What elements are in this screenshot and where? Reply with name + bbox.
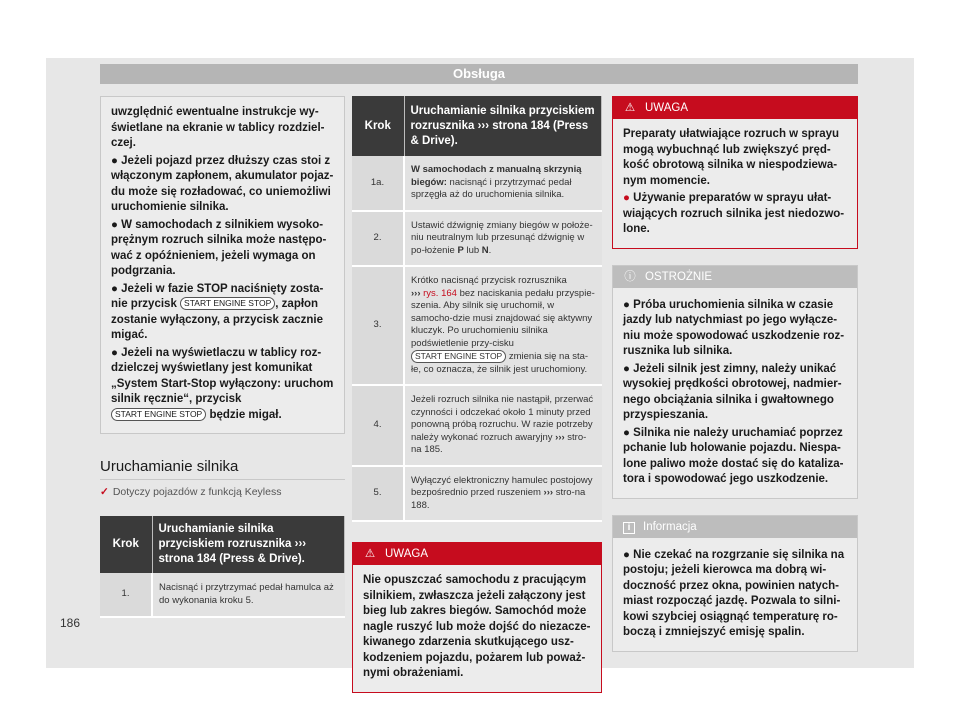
warning-text: Nie opuszczać samochodu z pracującym silnikiem, zwłaszcza jeżeli załączony jest bieg lub zakres biegów. Samochód może nagle ruszyć lub może dojść do niezacze-kiwanego zdarzenia skutkującego usz-kodzeniem pojazdu, pożarem lub poważ-nymi obrażeniami.	[363, 574, 591, 680]
start-engine-stop-button-label: START ENGINE STOP	[111, 408, 206, 421]
table-header-row	[352, 96, 602, 156]
warning-header	[353, 543, 601, 565]
note-text: uwzględnić ewentualne instrukcje wy-świetlane na ekranie w tablicy rozdziel-czej.	[111, 106, 325, 149]
step-number: 4.	[352, 385, 404, 466]
bullet-icon: ●	[111, 218, 118, 231]
table-row	[352, 385, 602, 466]
step-text-part: bez naciskania pedału przyspie-szenia. Aby silnik się uruchomił, w samocho-dzie musi znajdować się aktywny kluczyk. Po uruchomieniu silnika podświetlenie przy-cisku	[411, 287, 595, 349]
caution-box	[612, 265, 858, 499]
warning-title: UWAGA	[385, 548, 429, 561]
step-text-part: .	[488, 244, 492, 256]
check-icon: ✓	[100, 486, 109, 498]
table-header-row	[100, 516, 345, 573]
step-text-part: zmienia się na sta-łe, co oznacza, że silnik jest uruchomiony.	[411, 351, 589, 375]
table-header-title: Uruchamianie silnika przyciskiem rozrusznika ››› strona 184 (Press & Drive).	[404, 96, 602, 156]
start-engine-stop-button-label: START ENGINE STOP	[411, 350, 506, 363]
caution-bullet-3-text: Silnika nie należy uruchamiać poprzez pchanie lub holowanie pojazdu. Niespa-lone paliwo może dostać się do kataliza-tora i spowodować jego uszkodzenie.	[623, 426, 844, 485]
steps-table-left	[100, 516, 345, 618]
warning-icon: ⚠	[364, 548, 376, 561]
figure-reference-link[interactable]: rys. 164	[423, 287, 457, 299]
table-row	[352, 211, 602, 267]
bullet-icon: ●	[111, 154, 118, 167]
warning-body	[613, 119, 857, 248]
warning-header	[613, 97, 857, 119]
warning-icon: ⚠	[624, 102, 636, 114]
note-bullet-4-text: Jeżeli na wyświetlaczu w tablicy roz-dzielczej wyświetlany jest komunikat „System Start-Stop wyłączony: uruchom silnik ręcznie“, przycisk	[111, 346, 334, 405]
start-engine-stop-button-label: START ENGINE STOP	[180, 297, 275, 310]
bullet-icon: ●	[623, 548, 630, 561]
step-text-part: Krótko nacisnąć przycisk rozrusznika	[411, 275, 567, 286]
warning-bullet	[623, 191, 847, 238]
table-row	[100, 573, 345, 617]
reference-arrow-icon: ›››	[555, 431, 565, 443]
steps-table-middle	[352, 96, 602, 522]
bullet-icon: ●	[623, 192, 630, 204]
step-number: 1.	[100, 573, 152, 617]
note-bullet-3	[111, 282, 334, 344]
bullet-icon: ●	[623, 362, 630, 375]
table-header-krok: Krok	[352, 96, 404, 156]
table-row	[352, 156, 602, 211]
gear-p: P	[457, 244, 464, 256]
note-bullet-1	[111, 154, 334, 216]
page-reference-link[interactable]: stro-na 185.	[411, 431, 587, 456]
warning-bullet-text: Używanie preparatów w sprayu ułat-wiających rozruch silnika jest niedozwo-lone.	[623, 192, 845, 235]
info-header	[613, 516, 857, 538]
step-text	[404, 211, 602, 267]
step-number: 1a.	[352, 156, 404, 211]
caution-title: OSTROŻNIE	[645, 270, 713, 283]
note-bullet-2	[111, 218, 334, 280]
page-number: 186	[60, 616, 81, 630]
reference-arrow-icon: ›››	[543, 487, 554, 499]
step-text	[404, 266, 602, 385]
step-text: Nacisnąć i przytrzymać pedał hamulca aż do wykonania kroku 5.	[152, 573, 345, 617]
applicability-text: Dotyczy pojazdów z funkcją Keyless	[112, 486, 282, 498]
caution-bullet-1	[623, 298, 847, 360]
caution-bullet-1-text: Próba uruchomienia silnika w czasie jazdy lub natychmiast po jego wyłącze-niu może spowodować uszkodzenie roz-rusznika lub silnika.	[623, 298, 845, 357]
caution-bullet-2	[623, 362, 847, 424]
note-bullet-4	[111, 346, 334, 424]
info-box	[612, 515, 858, 652]
bullet-icon: ●	[623, 298, 630, 311]
column-middle	[352, 96, 602, 693]
note-box	[100, 96, 345, 434]
step-number: 2.	[352, 211, 404, 267]
info-title: Informacja	[643, 520, 697, 533]
caution-body	[613, 288, 857, 498]
reference-arrow-icon: ›››	[411, 287, 421, 299]
step-number: 3.	[352, 266, 404, 385]
step-text-part: Wyłączyć elektroniczny hamulec postojowy bezpośrednio przed ruszeniem	[411, 474, 593, 499]
note-bullet-3-text: Jeżeli w fazie STOP naciśnięty zosta-nie przycisk	[111, 282, 324, 310]
warning-box-middle	[352, 542, 602, 693]
column-left	[100, 96, 345, 618]
page-reference-link[interactable]: stro-na 188.	[411, 487, 586, 511]
step-text-part: Jeżeli rozruch silnika nie nastąpił, przerwać czynności i odczekać około 1 minuty przed ponowną próbą rozruchu. W razie potrzeby należy wykonać rozruch awaryjny	[411, 394, 594, 443]
bullet-icon: ●	[111, 346, 118, 359]
table-header-krok: Krok	[100, 516, 152, 573]
step-text	[404, 156, 602, 211]
section-engine-start	[100, 458, 345, 498]
info-body	[613, 538, 857, 651]
info-bullet-1	[623, 548, 847, 641]
step-text-bold: W samochodach z manualną skrzynią biegów:	[411, 164, 582, 188]
step-text-part: Ustawić dźwignię zmiany biegów w położe-niu neutralnym lub przesunąć dźwignię w po-łożenie	[411, 219, 593, 256]
step-text	[404, 385, 602, 466]
note-bullet-2-text: W samochodach z silnikiem wysoko-prężnym rozruch silnika może następo-wać z opóźnieniem, jeżeli wymaga on podgrzania.	[111, 218, 327, 277]
step-number: 5.	[352, 466, 404, 522]
warning-title: UWAGA	[645, 102, 689, 114]
table-row	[352, 266, 602, 385]
table-header-title: Uruchamianie silnika przyciskiem rozrusznika ››› strona 184 (Press & Drive).	[152, 516, 345, 573]
bullet-icon: ●	[111, 282, 118, 295]
caution-bullet-3	[623, 426, 847, 488]
note-bullet-3-text-end: , zapłon zostanie wyłączony, a przycisk zacznie migać.	[111, 298, 323, 341]
info-icon: i	[623, 522, 635, 534]
note-bullet-1-text: Jeżeli pojazd przez dłuższy czas stoi z włączonym zapłonem, akumulator pojaz-du może się rozładować, co uniemożliwi uruchomienie silnika.	[111, 154, 334, 213]
applicability-line	[100, 486, 345, 498]
caution-bullet-2-text: Jeżeli silnik jest zimny, należy unikać wysokiej prędkości obrotowej, nadmier-nego obciążania silnika i gwałtownego przyspieszania.	[623, 362, 842, 421]
note-bullet-4-text-end: będzie migał.	[209, 408, 282, 421]
warning-text: Preparaty ułatwiające rozruch w sprayu mogą wybuchnąć lub zwiększyć pręd-kość obrotową silnika w niespodziewa-nym momencie.	[623, 128, 840, 187]
step-text	[404, 466, 602, 522]
gear-n: N	[481, 244, 489, 256]
bullet-icon: ●	[623, 426, 630, 439]
caution-header	[613, 266, 857, 288]
section-title: Uruchamianie silnika	[100, 458, 345, 480]
page-header: Obsługa	[100, 64, 858, 84]
step-text-rest: nacisnąć i przytrzymać pedał sprzęgła aż do uruchomienia silnika.	[411, 176, 572, 200]
step-text-part: lub	[463, 244, 482, 256]
column-right	[612, 96, 858, 652]
info-bullet-1-text: Nie czekać na rozgrzanie się silnika na postoju; jeżeli kierowca ma dobrą wi-doczność przez okna, powinien natych-miast rozpocząć jazdę. Pozwala to silni-kowi szybciej osiągnąć temperaturę ro-boczą i zmniejszyć emisję spalin.	[623, 548, 845, 638]
table-row	[352, 466, 602, 522]
caution-icon: ⓘ	[624, 270, 636, 283]
warning-box-right	[612, 96, 858, 249]
